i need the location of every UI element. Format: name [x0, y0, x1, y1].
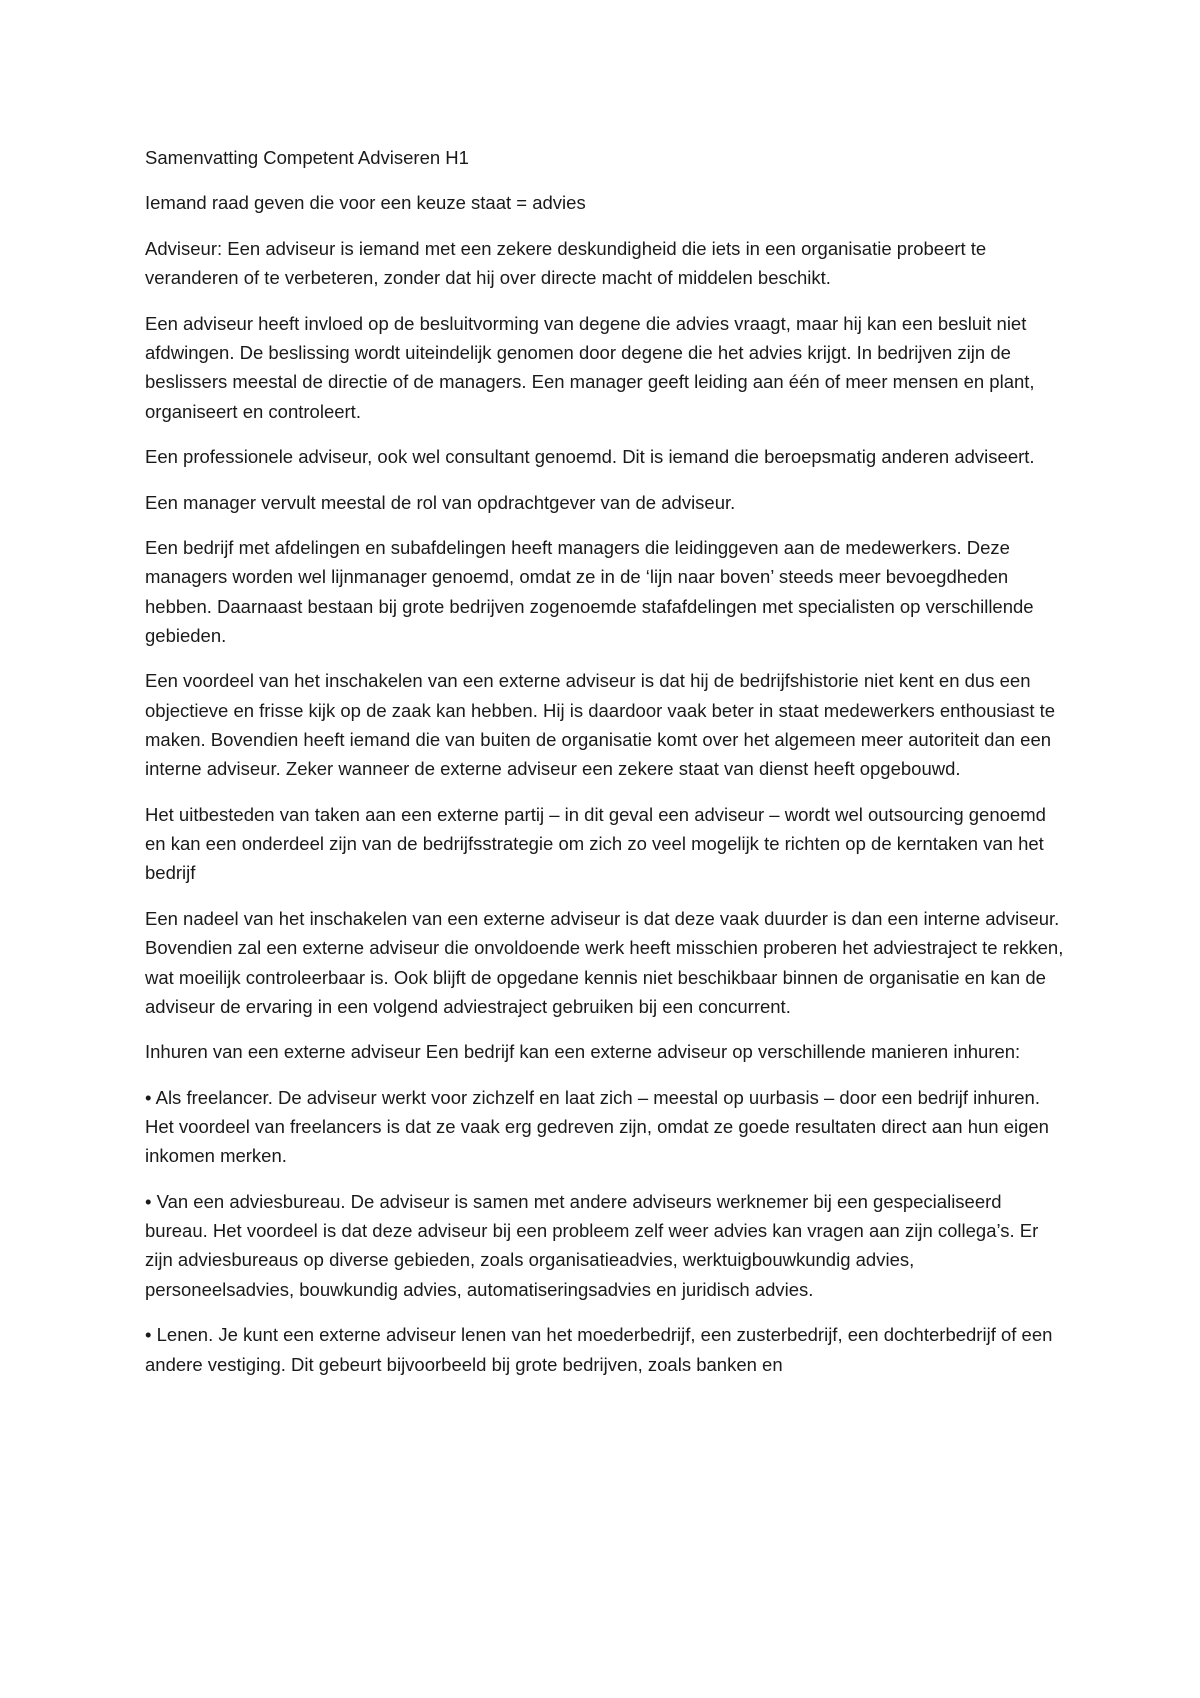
document-body [145, 143, 1065, 1395]
bullet-item-adviesbureau [145, 1187, 1065, 1304]
paragraph-professionele-adviseur: Een professionele adviseur, ook wel consultant genoemd. Dit is iemand die beroepsmatig anderen adviseert. [145, 446, 1035, 468]
document-title: Samenvatting Competent Adviseren H1 [145, 147, 469, 168]
bullet-text: Lenen. Je kunt een externe adviseur lenen van het moederbedrijf, een zusterbedrijf, een dochterbedrijf of een andere vestiging. Dit gebeurt bijvoorbeeld bij grote bedrijven, zoals banken en [145, 1324, 1053, 1375]
bullet-text: Als freelancer. De adviseur werkt voor zichzelf en laat zich – meestal op uurbasis – door een bedrijf inhuren. Het voordeel van freelancers is dat ze vaak erg gedreven zijn, omdat ze goede resultaten direct aan hun eigen inkomen merken. [145, 1086, 1049, 1167]
paragraph-inhuren: Inhuren van een externe adviseur Een bedrijf kan een externe adviseur op verschillende manieren inhuren: [145, 1041, 1021, 1063]
paragraph-adviseur-definition: Adviseur: Een adviseur is iemand met een zekere deskundigheid die iets in een organisatie probeert te veranderen of te verbeteren, zonder dat hij over directe macht of middelen beschikt. [145, 237, 987, 289]
paragraph-outsourcing: Het uitbesteden van taken aan een externe partij – in dit geval een adviseur – wordt wel outsourcing genoemd en kan een onderdeel zijn van de bedrijfsstrategie om zich zo veel mogelijk te richten op de kerntaken van het bedrijf [145, 803, 1046, 884]
paragraph-opdrachtgever: Een manager vervult meestal de rol van opdrachtgever van de adviseur. [145, 491, 736, 513]
paragraph-definition-advies: Iemand raad geven die voor een keuze staat = advies [145, 192, 586, 214]
bullet-text: Van een adviesbureau. De adviseur is samen met andere adviseurs werknemer bij een gespecialiseerd bureau. Het voordeel is dat deze adviseur bij een probleem zelf weer advies kan vragen aan zijn collega’s. Er zijn adviesbureaus op diverse gebieden, zoals organisatieadvies, werktuigbouwkundig advies, personeelsadvies, bouwkundig advies, automatiseringsadvies en juridisch advies. [145, 1190, 1039, 1300]
paragraph-voordeel-externe-adviseur: Een voordeel van het inschakelen van een externe adviseur is dat hij de bedrijfshistorie niet kent en dus een objectieve en frisse kijk op de zaak kan hebben. Hij is daardoor vaak beter in staat medewerkers enthousiast te maken. Bovendien heeft iemand die van buiten de organisatie komt over het algemeen meer autoriteit dan een interne adviseur. Zeker wanneer de externe adviseur een zekere staat van dienst heeft opgebouwd. [145, 670, 1056, 780]
bullet-item-lenen [145, 1320, 1065, 1379]
paragraph-lijnmanager: Een bedrijf met afdelingen en subafdelingen heeft managers die leidinggeven aan de medewerkers. Deze managers worden wel lijnmanager genoemd, omdat ze in de ‘lijn naar boven’ steeds meer bevoegdheden hebben. Daarnaast bestaan bij grote bedrijven zogenoemde stafafdelingen met specialisten op verschillende gebieden. [145, 537, 1034, 646]
bullet-icon: • [145, 1324, 152, 1346]
bullet-icon: • [145, 1190, 152, 1212]
bullet-icon: • [145, 1086, 152, 1108]
paragraph-nadeel-externe-adviseur: Een nadeel van het inschakelen van een externe adviseur is dat deze vaak duurder is dan een interne adviseur. Bovendien zal een externe adviseur die onvoldoende werk heeft misschien proberen het adviestraject te rekken, wat moeilijk controleerbaar is. Ook blijft de opgedane kennis niet beschikbaar binnen de organisatie en kan de adviseur de ervaring in een volgend adviestraject gebruiken bij een concurrent. [145, 907, 1064, 1017]
bullet-item-freelancer [145, 1083, 1065, 1171]
paragraph-besluitvorming: Een adviseur heeft invloed op de besluitvorming van degene die advies vraagt, maar hij kan een besluit niet afdwingen. De beslissing wordt uiteindelijk genomen door degene die het advies krijgt. In bedrijven zijn de beslissers meestal de directie of de managers. Een manager geeft leiding aan één of meer mensen en plant, organiseert en controleert. [145, 312, 1035, 422]
